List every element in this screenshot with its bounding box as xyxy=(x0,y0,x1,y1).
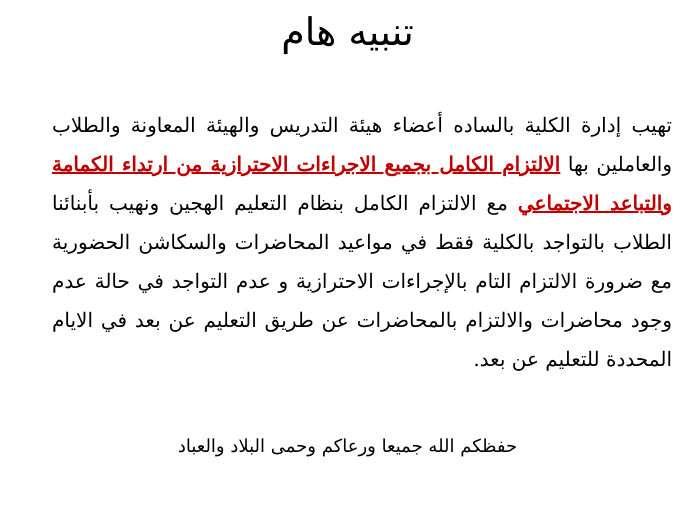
notice-intro: تهيب إدارة الكلية بالساده أعضاء هيئة التدريس والهيئة المعاونة والطلاب والعاملين بها xyxy=(52,113,673,176)
notice-title: تنبيه هام xyxy=(281,10,414,54)
notice-rest: مع الالتزام الكامل بنظام التعليم الهجين ونهيب بأبنائنا الطلاب بالتواجد بالكلية فقط في مواعيد المحاضرات والسكاشن الحضورية مع ضرورة الالتزام التام بالإجراءات الاحترازية و عدم التواجد في حالة عدم وجود محاضرات والالتزام بالمحاضرات عن طريق التعليم عن بعد في الايام المحددة للتعليم عن بعد. xyxy=(52,191,672,371)
notice-emphasis: الالتزام الكامل بجميع الاجراءات الاحترازية من ارتداء الكمامة والتباعد الاجتماعي xyxy=(52,152,672,215)
notice-closing: حفظكم الله جميعا ورعاكم وحمى البلاد والعباد xyxy=(177,436,518,457)
notice-body xyxy=(52,106,672,379)
